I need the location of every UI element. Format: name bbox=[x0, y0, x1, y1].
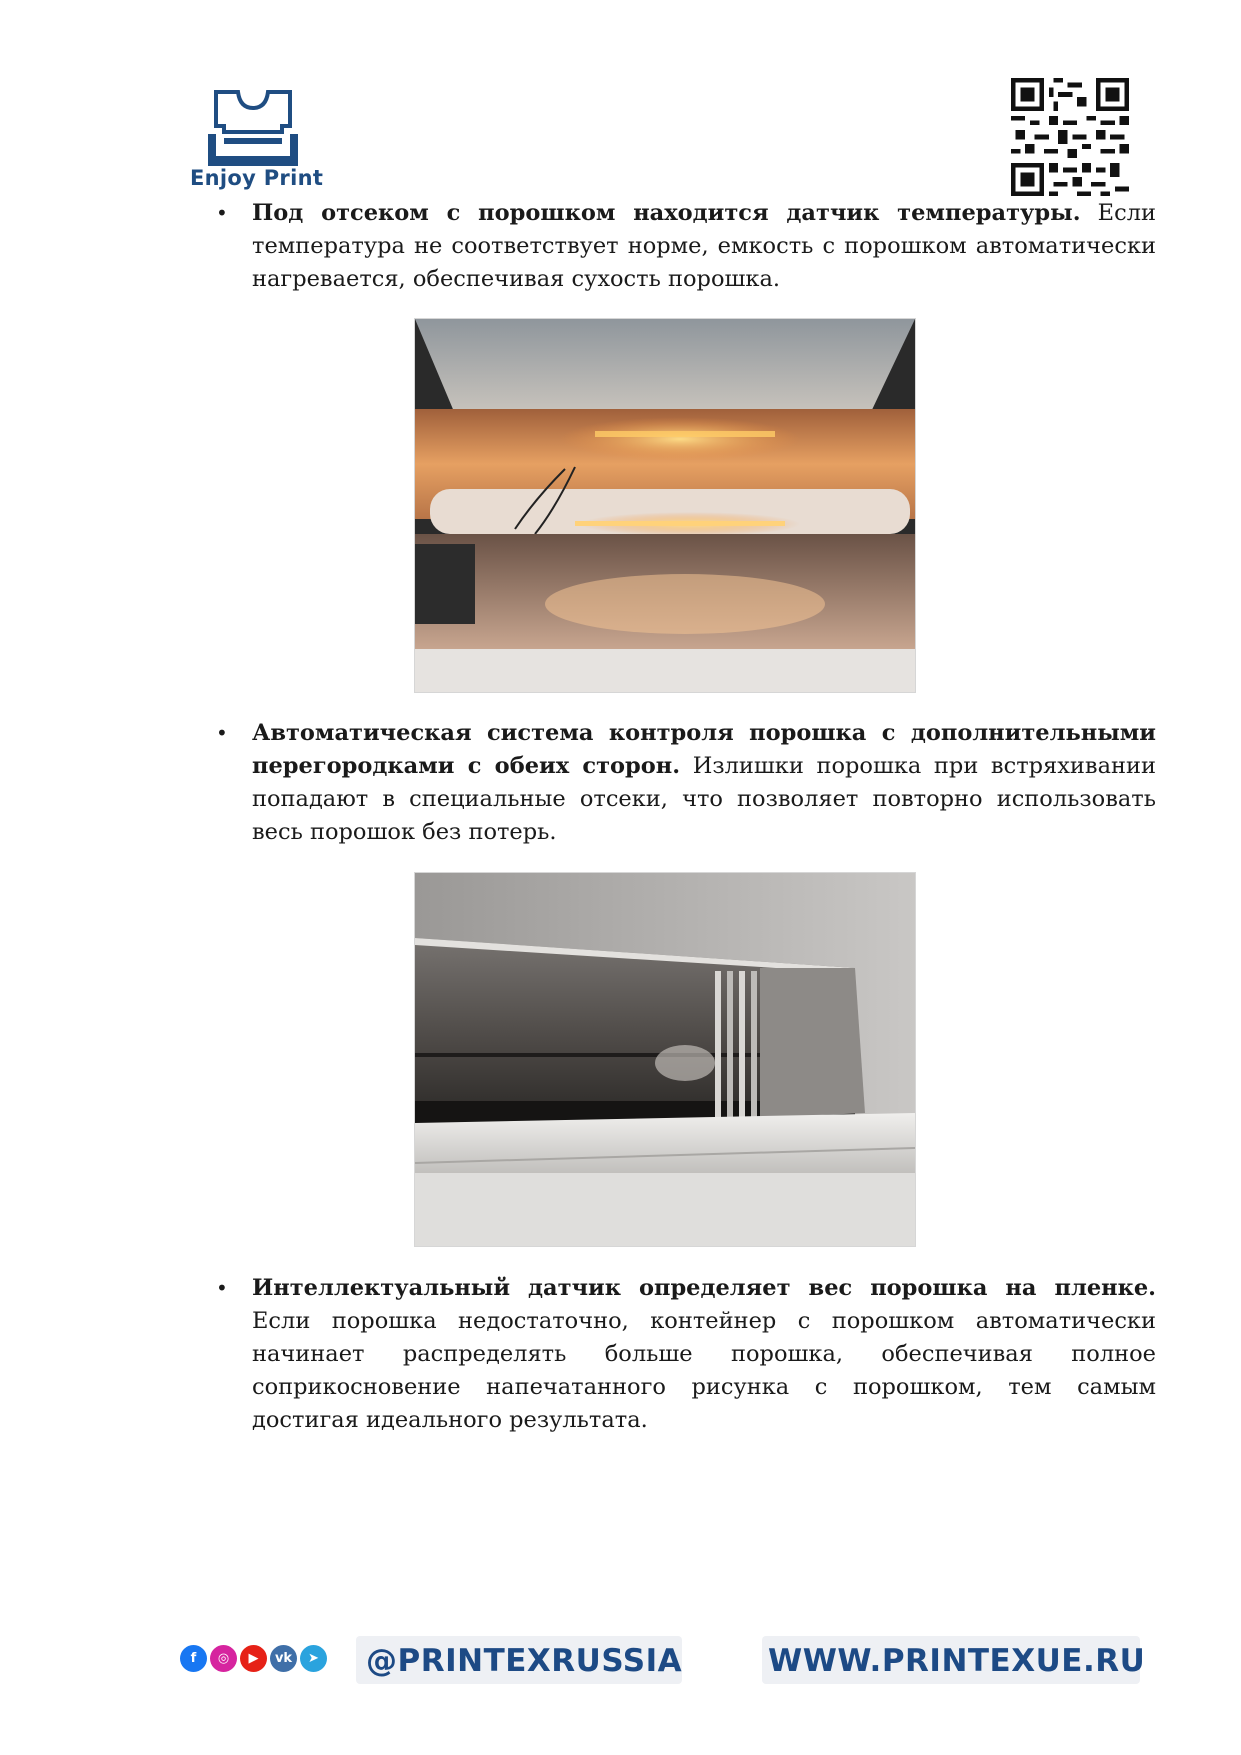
list-item-text: Если температура не соответствует норме, емкость с порошком автоматически нагревается, обеспечивая сухость порошка. bbox=[252, 200, 1157, 292]
bullet: • bbox=[216, 1276, 228, 1300]
vk-icon[interactable]: vk bbox=[270, 1645, 297, 1672]
social-icons bbox=[180, 1645, 327, 1675]
list-item-paragraph bbox=[252, 1272, 1156, 1437]
list-item bbox=[216, 717, 1156, 849]
list-item-heading: Под отсеком с порошком находится датчик температуры. bbox=[252, 200, 1081, 226]
qr-code-icon bbox=[1011, 78, 1129, 196]
list-item-text: Если порошка недостаточно, контейнер с порошком автоматически начинает распределять больше порошка, обеспечивая полное соприкосновение напечатанного рисунка с порошком, тем самым достигая идеального результата. bbox=[252, 1308, 1156, 1433]
powder-heater-photo bbox=[414, 318, 916, 693]
list-item-paragraph bbox=[252, 197, 1156, 296]
bullet: • bbox=[216, 721, 228, 745]
list-item-heading: Автоматическая система контроля порошка с дополнительными перегородками с обеих сторон. bbox=[252, 720, 1156, 779]
logo-text: Enjoy Print bbox=[190, 166, 324, 190]
list-item bbox=[216, 197, 1157, 296]
social-handle[interactable]: @PRINTEXRUSSIA bbox=[366, 1643, 683, 1679]
list-item-text: Излишки порошка при встряхивании попадают в специальные отсеки, что позволяет повторно использовать весь порошок без потерь. bbox=[252, 753, 1156, 845]
instagram-icon[interactable]: ◎ bbox=[210, 1645, 237, 1672]
website-link[interactable]: WWW.PRINTEXUE.RU bbox=[768, 1643, 1146, 1679]
powder-partitions-photo bbox=[414, 872, 916, 1247]
facebook-icon[interactable]: f bbox=[180, 1645, 207, 1672]
list-item bbox=[216, 1272, 1156, 1437]
list-item-heading: Интеллектуальный датчик определяет вес порошка на пленке. bbox=[252, 1275, 1156, 1301]
bullet: • bbox=[216, 201, 228, 225]
telegram-icon[interactable]: ➤ bbox=[300, 1645, 327, 1672]
youtube-icon[interactable]: ▶ bbox=[240, 1645, 267, 1672]
list-item-paragraph bbox=[252, 717, 1156, 849]
